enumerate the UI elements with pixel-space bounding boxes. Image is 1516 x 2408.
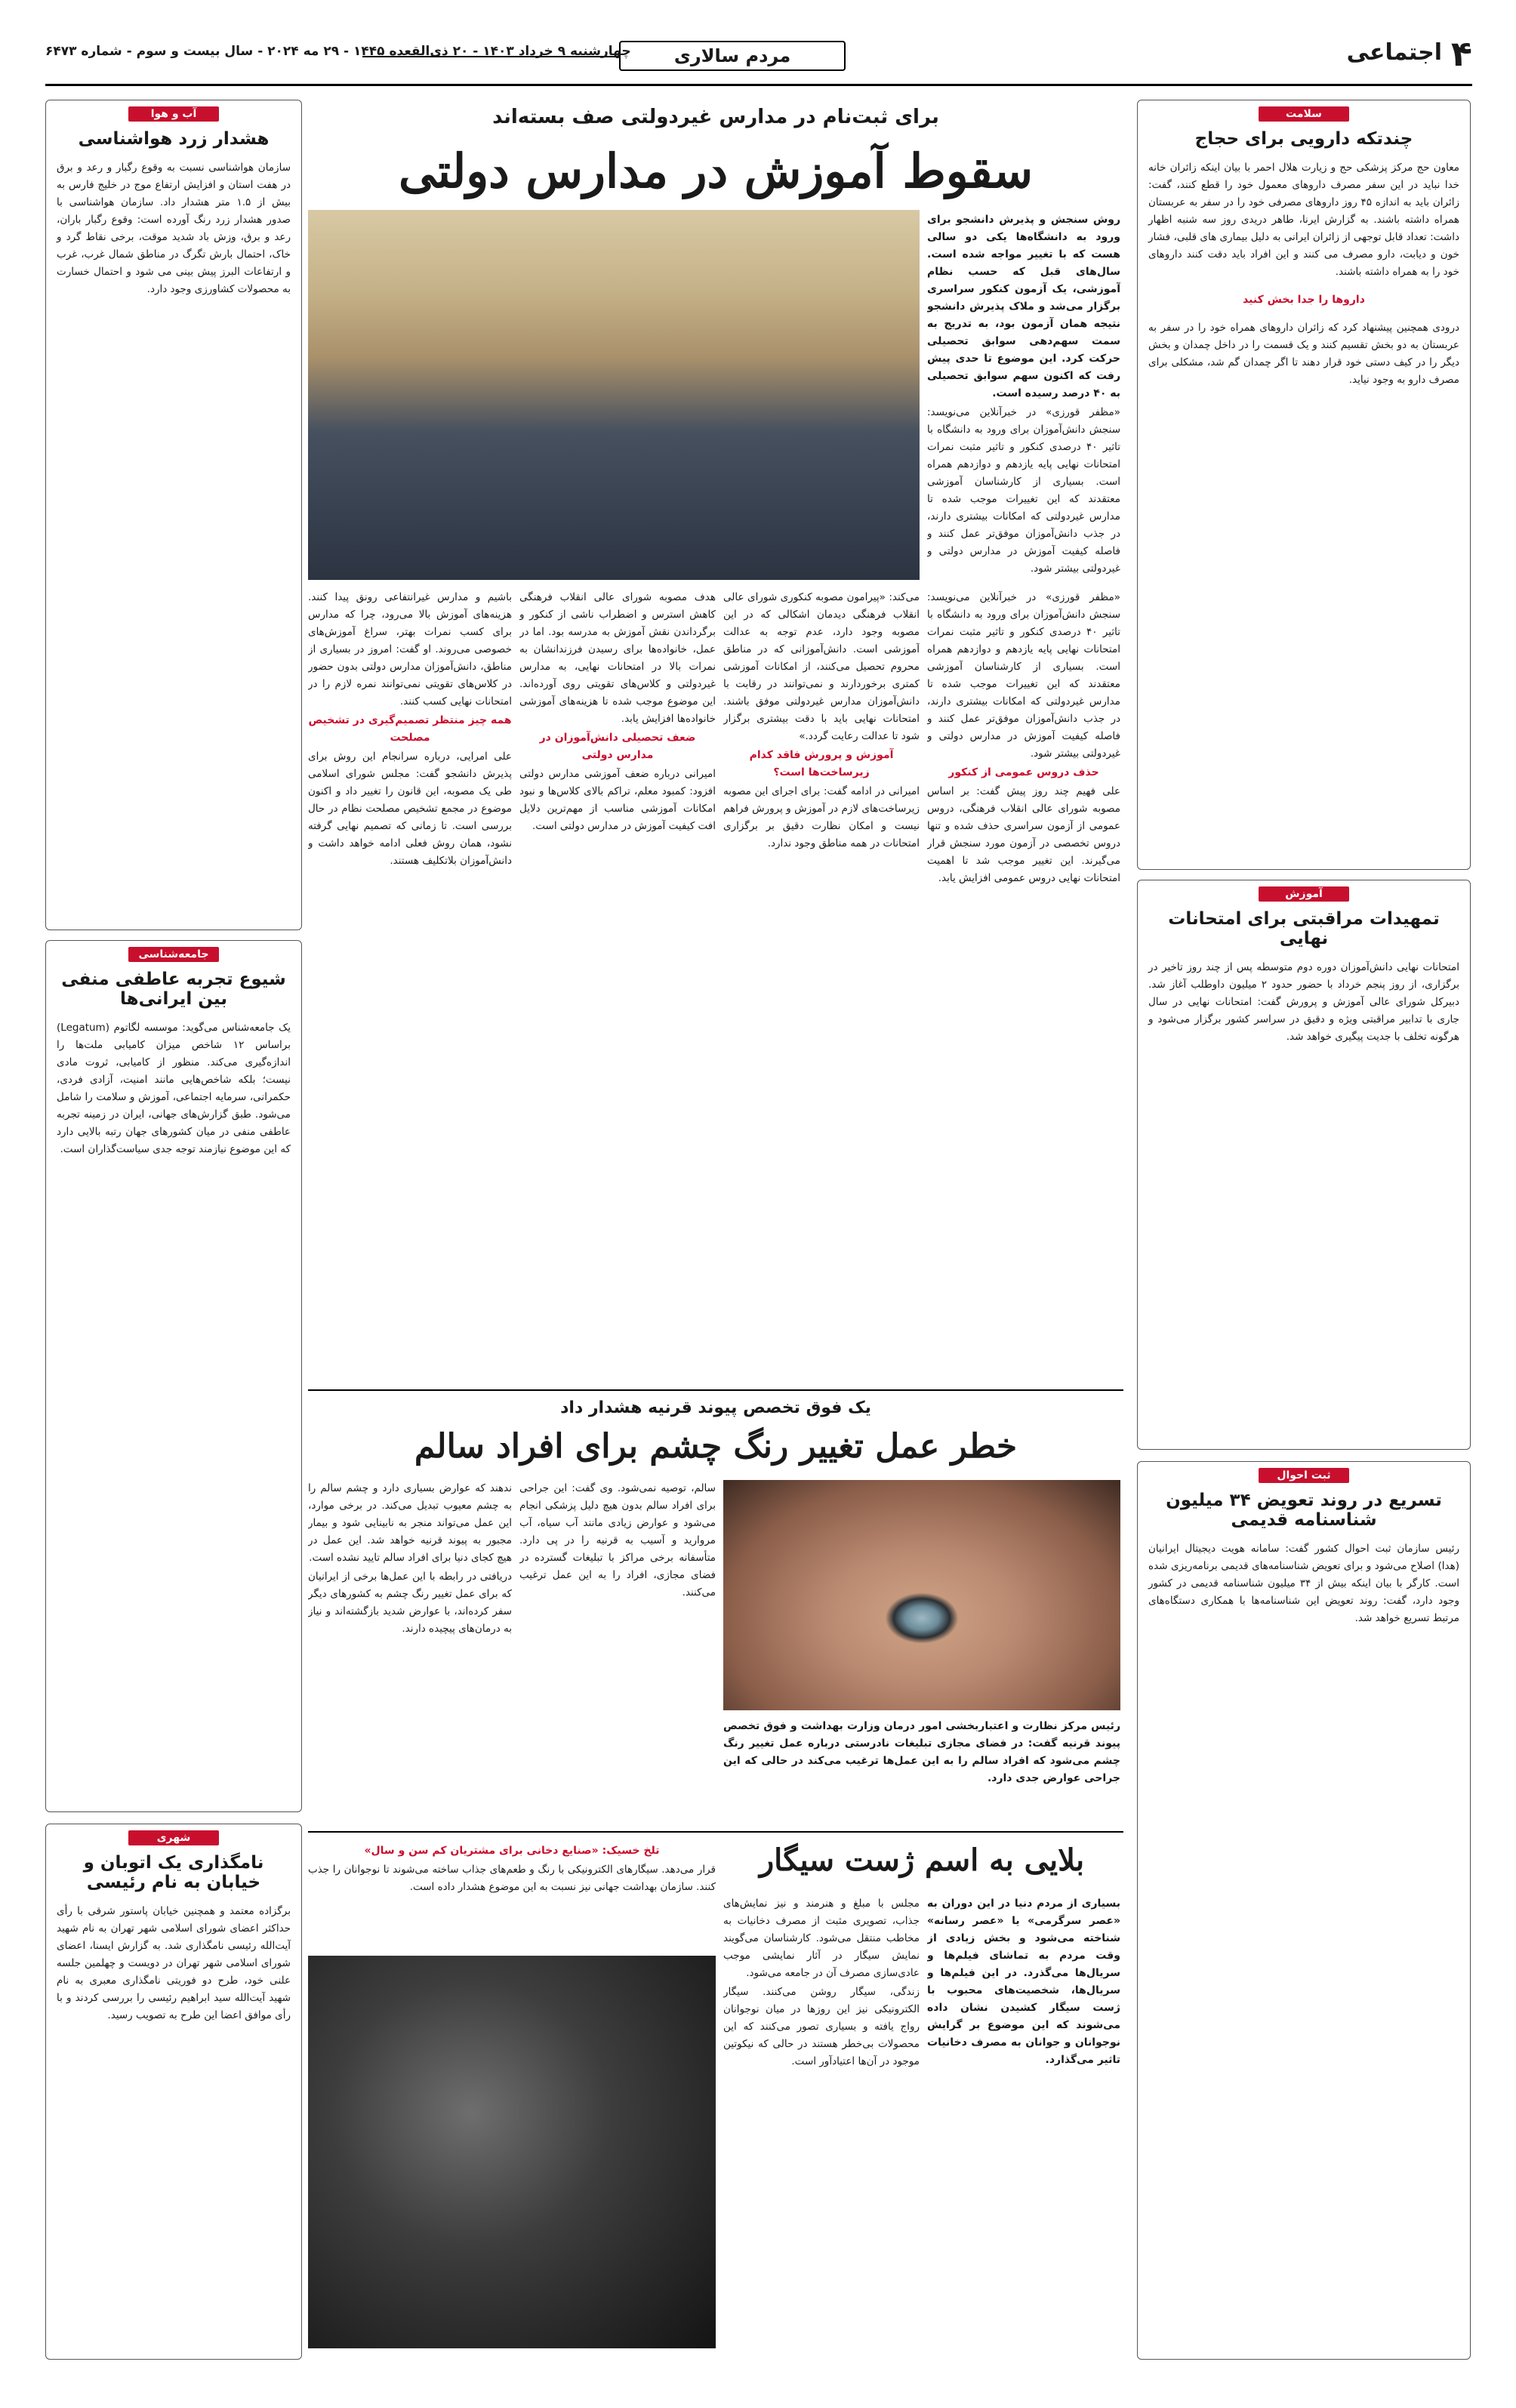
article-title: تسریع در روند تعویض ۳۴ میلیون شناسنامه قدیمی [1166,1491,1442,1530]
date-line: چهارشنبه ۹ خرداد ۱۴۰۳ - ۲۰ ذی‌القعده ۱۴۴۵ - ۲۹ مه ۲۰۲۴ - سال بیست و سوم - شماره ۶۴۷۳ [45,44,631,59]
section-label: اجتماعی [1346,39,1442,66]
health-box [1137,100,1471,870]
eye-story-col2 [519,1480,716,1820]
article-subheading: ضعف تحصیلی دانش‌آموزان در مدارس دولتی [539,732,696,761]
article-subheading: همه چیز منتظر تصمیم‌گیری در تشخیص مصلحت [308,714,512,744]
smoke-story-col3 [308,1842,716,1948]
article-body: «مظفر قورزی» در خبرآنلاین می‌نویسد: سنجش دانش‌آموزان برای ورود به دانشگاه با تاثیر ۴۰ درصدی کنکور و تاثیر مثبت نمرات امتحانات نهایی پایه یازدهم و دوازدهم همراه است. بسیاری از کارشناسان آموزشی معتقدند که این تغییرات موجب شده تا مدارس غیردولتی که امکانات بیشتری دارند، در جذب دانش‌آموزان موفق‌تر عمل کنند و فاصله کیفیت آموزش در مدارس دولتی و غیردولتی بیشتر شود. [927,591,1120,760]
article-subheading: داروها را جدا بخش کنید [1243,294,1365,306]
article-body: امتحانات نهایی دانش‌آموزان دوره دوم متوسطه پس از چند روز تاخیر در برگزاری، از روز پنجم خرداد با حضور حدود ۲ میلیون داوطلب آغاز شد. دبیرکل شورای عالی آموزش و پرورش گفت: امتحانات نهایی در سال جاری با تدابیر مراقبتی ویژه و دقیق در سراسر کشور برگزار می‌شود و هرگونه تخلف با جدیت پیگیری خواهد شد. [1148,961,1459,1043]
article-title: چندتکه دارویی برای حجاج [1194,129,1413,149]
article-body: قرار می‌دهد. سیگارهای الکترونیکی با رنگ و طعم‌های جذاب ساخته می‌شوند تا نوجوانان را جذب کنند. سازمان بهداشت جهانی نیز نسبت به این موضوع هشدار داده است. [308,1864,716,1893]
newspaper-logo: مردم سالاری [619,41,846,71]
main-story-col2 [723,589,920,1382]
article-body: زندگی، سیگار روشن می‌کنند. سیگار الکترونیکی نیز این روزها در میان نوجوانان رواج یافته و بسیاری تصور می‌کنند که این محصولات بی‌خطر هستند در حالی که نیکوتین موجود در آن‌ها اعتیادآور است. [723,1986,920,2067]
section-kicker: جامعه‌شناسی [128,947,219,962]
weather-box [45,100,302,930]
registry-box [1137,1461,1471,2360]
main-story-col1 [927,589,1120,1382]
article-body: دریافتی در رابطه با این عمل‌ها برخی از ایرانیان که برای عمل تغییر رنگ چشم به کشورهای دیگر سفر کرده‌اند، با عوارض شدید بازگشته‌اند و نیاز به درمان‌های پیچیده دارند. [308,1571,512,1635]
article-body: برگزاده معتمد و همچنین خیابان پاستور شرقی با رأی حداکثر اعضای شورای اسلامی شهر تهران به نام شهید آیت‌الله رئیسی نامگذاری شد. به گزارش ایسنا، اعضای شورای اسلامی شهر تهران در دویست و چهلمین جلسه علنی خود، طرح دو فوریتی نامگذاری معبری به نام شهید آیت‌الله سید ابراهیم رئیسی را بررسی کردند و با رأی موافق اعضا این طرح به تصویب رسید. [57,1905,291,2021]
section-kicker: آب و هوا [128,106,219,122]
article-body: سالم، توصیه نمی‌شود. وی گفت: این جراحی برای افراد سالم بدون هیچ دلیل پزشکی انجام می‌شود و عوارض زیادی مانند آب سیاه، آب مروارید و آسیب به قرنیه را در پی دارد. متأسفانه برخی مراکز با تبلیغات گسترده در فضای مجازی، افراد را به این عمل ترغیب می‌کنند. [519,1482,716,1599]
main-story-col3 [519,589,716,1382]
article-body: بسیاری از مردم دنیا در این دوران به «عصر سرگرمی» یا «عصر رسانه» شناخته می‌شود و بخش زیادی از وقت مردم به تماشای فیلم‌ها و سریال‌ها می‌گذرد. در این فیلم‌ها و سریال‌ها، شخصیت‌های محبوب با ژست سیگار کشیدن نشان داده می‌شوند که این موضوع بر گرایش نوجوانان و جوانان به مصرف دخانیات تاثیر می‌گذارد. [927,1898,1120,2066]
urban-box [45,1824,302,2360]
main-story-lead [927,211,1120,581]
article-body: یک جامعه‌شناس می‌گوید: موسسه لگاتوم (Legatum) براساس ۱۲ شاخص میزان کامیابی ملت‌ها را اندازه‌گیری می‌کند. منظور از کامیابی، ثروت مادی نیست؛ بلکه شاخص‌هایی مانند امنیت، آزادی فردی، حکمرانی، سرمایه اجتماعی، آموزش و سلامت را شامل می‌شود. طبق گزارش‌های جهانی، ایران در زمینه تجربه عاطفی منفی در میان کشورهای جهان رتبه بالایی دارد که این موضوع نیازمند توجه جدی سیاست‌گذاران است. [57,1022,291,1155]
article-subheading: حذف دروس عمومی از کنکور [948,766,1099,779]
main-story-col4 [308,589,512,1382]
article-title: تمهیدات مراقبتی برای امتحانات نهایی [1168,909,1440,948]
article-subheading: آموزش و پرورش فاقد کدام زیرساخت‌ها است؟ [749,749,894,779]
page-number: ۴ [1450,33,1472,74]
eye-story-supra: یک فوق تخصص پیوند قرنیه هشدار داد [560,1398,871,1417]
article-title: هشدار زرد هواشناسی [78,129,270,149]
article-subheading: تلخ خسیک: «صنایع دخانی برای مشتریان کم سن و سال» [364,1845,660,1857]
story-divider [308,1831,1123,1833]
section-kicker: آموزش [1259,886,1349,902]
smoke-story-col1 [927,1895,1120,2356]
article-body: علی فهیم چند روز پیش گفت: بر اساس مصوبه شورای عالی انقلاب فرهنگی، دروس عمومی از آزمون سراسری حذف شده و تنها دروس تخصصی در آزمون مورد سنجش قرار می‌گیرند. این تغییر موجب شد تا اهمیت امتحانات نهایی دروس عمومی افزایش یابد. [927,785,1120,884]
smoke-story-col2 [723,1895,920,2356]
sociology-box [45,940,302,1812]
smoke-story-headline: بلایی به اسم ژست سیگار [759,1842,1085,1878]
article-body: رئیس مرکز نظارت و اعتباربخشی امور درمان وزارت بهداشت و فوق تخصص پیوند قرنیه گفت: در فضای مجازی تبلیغات نادرستی درباره عمل تغییر رنگ چشم می‌شود که افراد سالم را به این عمل‌ها ترغیب می‌کند در حالی که این جراحی عوارض جدی دارد. [723,1720,1120,1784]
section-kicker: سلامت [1259,106,1349,122]
article-title: شیوع تجربه عاطفی منفی بین ایرانی‌ها [61,970,286,1009]
article-body: درودی همچنین پیشنهاد کرد که زائران داروهای همراه خود را در سفر به عربستان به دو بخش تقسیم کنند و یک قسمت را در داخل چمدان و بخش دیگر را در کیف دستی خود قرار دهند تا اگر چمدان گم شد، مشکلی برای مصرف دارو به وجود نیاید. [1148,322,1459,386]
eye-story-headline: خطر عمل تغییر رنگ چشم برای افراد سالم [414,1427,1018,1466]
section-kicker: شهری [128,1830,219,1845]
eye-story-col1 [723,1718,1120,1824]
eye-story-col3 [308,1480,512,1820]
article-body: رئیس سازمان ثبت احوال کشور گفت: سامانه هویت دیجیتال ایرانیان (هدا) اصلاح می‌شود و برای تعویض شناسنامه‌های قدیمی برنامه‌ریزی شده است. کارگر با بیان اینکه بیش از ۳۴ میلیون شناسنامه قدیمی در کشور وجود دارد، گفت: روند تعویض این شناسنامه‌ها با همکاری دستگاه‌های مرتبط تسریع خواهد شد. [1148,1543,1459,1624]
article-body: «مظفر قورزی» در خبرآنلاین می‌نویسد: سنجش دانش‌آموزان برای ورود به دانشگاه با تاثیر ۴۰ درصدی کنکور و تاثیر مثبت نمرات امتحانات نهایی پایه یازدهم و دوازدهم همراه است. بسیاری از کارشناسان آموزشی معتقدند که این تغییرات موجب شده تا مدارس غیردولتی که امکانات بیشتری دارند، در جذب دانش‌آموزان موفق‌تر عمل کنند و فاصله کیفیت آموزش در مدارس دولتی و غیردولتی بیشتر شود. [927,406,1120,575]
masthead [45,33,1472,86]
education-box [1137,880,1471,1450]
section-kicker: ثبت احوال [1259,1468,1349,1483]
article-body: امیرانی درباره ضعف آموزشی مدارس دولتی افزود: کمبود معلم، تراکم بالای کلاس‌ها و نبود امکانات آموزشی مناسب از مهم‌ترین دلایل افت کیفیت آموزش در مدارس دولتی است. [519,768,716,832]
lead-paragraph: روش سنجش و پذیرش دانشجو برای ورود به دانشگاه‌ها یکی دو سالی هست که با تغییر مواجه شده است. سال‌های قبل که حسب نظام آموزشی، یک آزمون کنکور سراسری برگزار می‌شد و ملاک پذیرش دانشجو نتیجه همان آزمون بود، به تدریج به سمت سهم‌دهی سوابق تحصیلی حرکت کرد. این موضوع تا حدی پیش رفت که اکنون سهم سوابق تحصیلی به ۴۰ درصد رسیده است. [927,214,1120,399]
article-body: امیرانی در ادامه گفت: برای اجرای این مصوبه زیرساخت‌های لازم در آموزش و پرورش فراهم نیست و امکان نظارت دقیق بر برگزاری امتحانات در همه مناطق وجود ندارد. [723,785,920,849]
story-divider [308,1389,1123,1391]
article-body: علی امرایی، درباره سرانجام این روش برای پذیرش دانشجو گفت: مجلس شورای اسلامی طی یک مصوبه، این قانون را تغییر داد و اکنون موضوع در مجمع تشخیص مصلحت نظام در حال بررسی است. تا زمانی که تصمیم نهایی گرفته نشود، همان روش فعلی ادامه خواهد داشت و دانش‌آموزان بلاتکلیف هستند. [308,751,512,867]
article-body: هدف مصوبه شورای عالی انقلاب فرهنگی کاهش استرس و اضطراب ناشی از کنکور و برگرداندن نقش آموزش به مدرسه بود. اما در عمل، خانواده‌ها برای رسیدن فرزندانشان به نمرات بالا در امتحانات نهایی، به مدارس غیردولتی و کلاس‌های تقویتی روی آورده‌اند. این موضوع موجب شده تا هزینه‌های آموزشی خانواده‌ها افزایش یابد. [519,591,716,725]
article-body: معاون حج مرکز پزشکی حج و زیارت هلال احمر با بیان اینکه زائران خانه خدا نباید در این سفر مصرف داروهای معمول خود را قطع کنند، گفت: زائران باید به اندازه ۴۵ روز داروهای مصرفی خود را در سفر به عربستان همراه داشته باشند. به گزارش ایرنا، طاهر دریدی روز سه شنبه اظهار داشت: تعداد قابل توجهی از زائران ایرانی به دلیل بیماری های قلبی، فشار خون و دیابت، دارو مصرف می کنند و این افراد باید دقت کنند داروهای خود را به همراه داشته باشند. [1148,162,1459,278]
main-story-headline: سقوط آموزش در مدارس دولتی [398,143,1034,199]
article-body: مجلس با مبلغ و هنرمند و نیز نمایش‌های جذاب، تصویری مثبت از مصرف دخانیات به مخاطب منتقل می‌شود. کارشناسان می‌گویند نمایش سیگار در آثار نمایشی موجب عادی‌سازی مصرف آن در جامعه می‌شود. [723,1898,920,1979]
article-body: سازمان هواشناسی نسبت به وقوع رگبار و رعد و برق در هفت استان و افزایش ارتفاع موج در خلیج فارس به بیش از ۱.۵ متر هشدار داد. سازمان هواشناسی با صدور هشدار زرد رنگ آورده است: وقوع رگبار باران، رعد و برق، وزش باد شدید موقت، برخی نقاط گرد و خاک، احتمال بارش تگرگ در مناطق شمال غرب، غرب و ارتفاعات البرز پیش بینی می شود و احتمال خسارت به محصولات کشاورزی وجود دارد. [57,162,291,295]
article-title: نامگذاری یک اتوبان و خیابان به نام رئیسی [83,1853,264,1892]
smoking-photo [308,1956,716,2348]
main-story-supra: برای ثبت‌نام در مدارس غیردولتی صف بسته‌اند [492,106,939,128]
article-body: می‌کند: «پیرامون مصوبه کنکوری شورای عالی انقلاب فرهنگی دیدمان اشکالی که در این مصوبه وجود دارد، عدم توجه به عدالت آموزشی است. دانش‌آموزانی که در مناطق محروم تحصیل می‌کنند، از امکانات آموزشی کمتری برخوردارند و نمی‌توانند در رقابت با دانش‌آموزان مدارس غیردولتی موفق باشند. امتحانات نهایی باید با دقت بیشتری برگزار شود تا عدالت رعایت گردد.» [723,591,920,742]
classroom-photo [308,210,920,580]
article-body: باشیم و مدارس غیرانتفاعی رونق پیدا کنند. هزینه‌های آموزش بالا می‌رود، چرا که مدارس برای کسب نمرات بهتر، سراغ آموزش‌های خصوصی می‌روند. او گفت: امروز در بسیاری از مناطق، دانش‌آموزان مدارس دولتی بدون حضور در کلاس‌های تقویتی نمی‌توانند نمره لازم را در امتحانات نهایی کسب کنند. [308,591,512,708]
article-body: ندهند که عوارض بسیاری دارد و چشم سالم را به چشم معیوب تبدیل می‌کند. در برخی موارد، این عمل می‌تواند منجر به نابینایی شود و بیمار مجبور به پیوند قرنیه خواهد شد. این عمل در هیچ کجای دنیا برای افراد سالم تایید نشده است. [308,1482,512,1564]
eye-photo [723,1480,1120,1710]
